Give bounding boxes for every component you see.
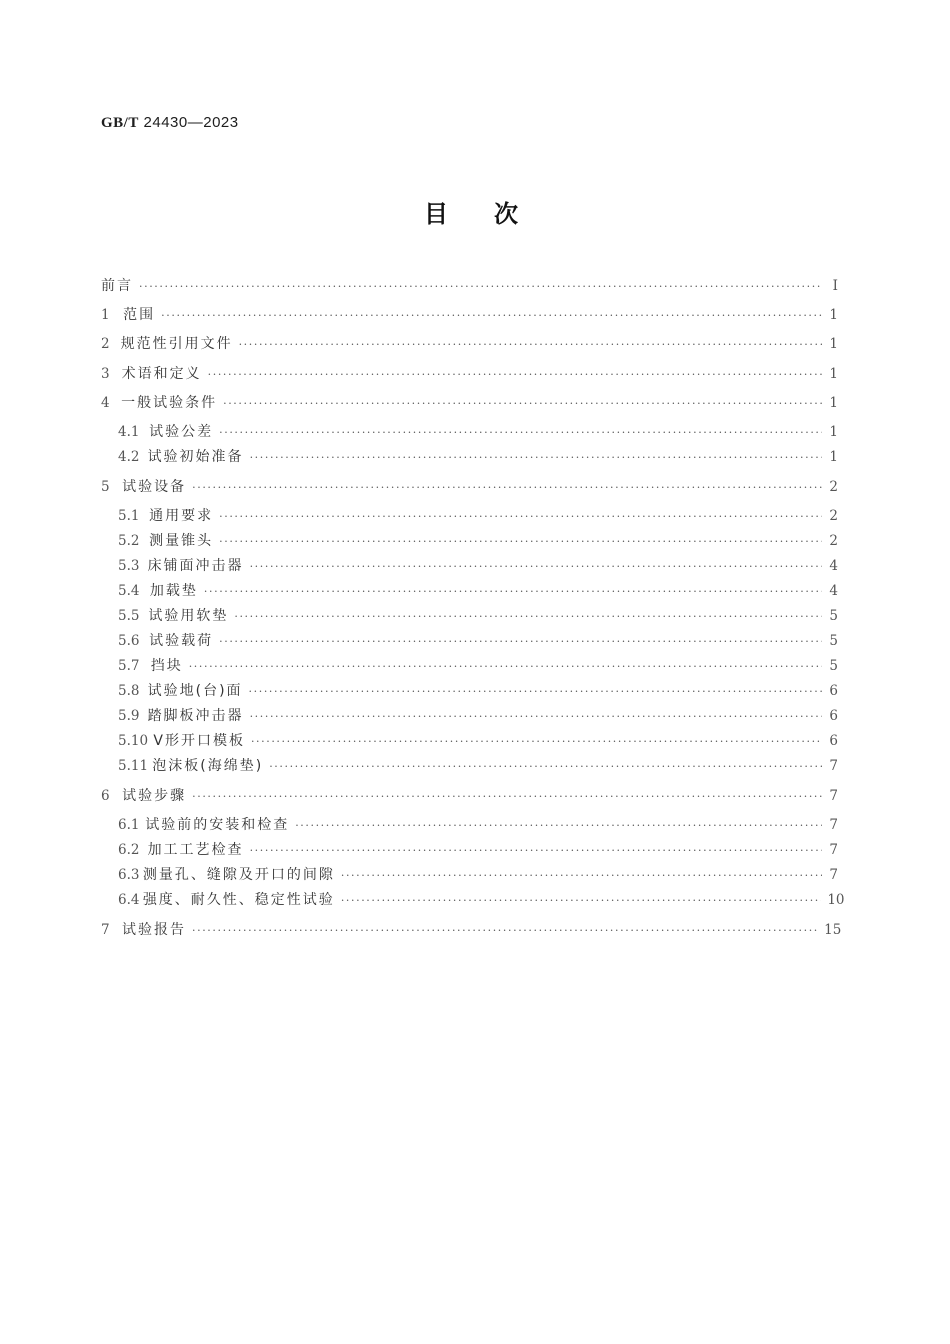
toc-entry-number: 5.4 [118, 583, 140, 599]
toc-entry-label: 试验载荷 [149, 633, 214, 649]
toc-entry-number: 5.5 [118, 608, 140, 624]
toc-entry-3[interactable] [101, 364, 838, 384]
toc-entry-5-3[interactable] [118, 556, 838, 576]
toc-entry-label: 术语和定义 [121, 366, 202, 382]
toc-leader-dots [219, 532, 822, 552]
toc-entry-label: 挡块 [150, 658, 183, 674]
toc-entry-label: 试验公差 [149, 424, 214, 440]
toc-entry-6[interactable] [101, 786, 838, 806]
toc-entry-6-3[interactable] [118, 865, 838, 885]
toc-entry-page: 6 [829, 708, 838, 724]
toc-entry-number: 5.2 [118, 533, 140, 549]
toc-entry-number: 6 [101, 788, 110, 804]
toc-leader-dots [219, 632, 822, 652]
toc-entry-number: 3 [101, 366, 110, 382]
toc-entry-number: 5.9 [118, 708, 140, 724]
toc-entry-1[interactable] [101, 305, 838, 325]
toc-entry-label: 一般试验条件 [121, 395, 218, 411]
toc-entry-label: 规范性引用文件 [120, 336, 233, 352]
toc-entry-page: 7 [829, 867, 838, 883]
toc-entry-page: 7 [829, 788, 838, 804]
toc-entry-page: 1 [829, 366, 838, 382]
toc-entry-label: 测量锥头 [149, 533, 214, 549]
toc-leader-dots [341, 891, 822, 911]
toc-entry-number: 5.11 [118, 758, 149, 774]
toc-entry-number: 2 [101, 336, 110, 352]
toc-entry-6-2[interactable] [118, 840, 838, 860]
toc-entry-label: 测量孔、缝隙及开口的间隙 [142, 867, 335, 883]
toc-entry-page: 4 [829, 583, 838, 599]
toc-leader-dots [208, 365, 822, 385]
toc-entry-label: 试验前的安装和检查 [145, 817, 290, 833]
toc-entry-label: 试验初始准备 [147, 449, 244, 465]
toc-entry-5-2[interactable] [118, 531, 838, 551]
toc-leader-dots [250, 707, 822, 727]
toc-leader-dots [219, 423, 822, 443]
toc-leader-dots [204, 582, 822, 602]
toc-entry-number: 5.3 [118, 558, 140, 574]
toc-entry-5-5[interactable] [118, 606, 838, 626]
toc-entry-label: 床铺面冲击器 [147, 558, 244, 574]
toc-leader-dots [192, 478, 822, 498]
toc-entry-label: 试验用软垫 [148, 608, 229, 624]
toc-entry-page: 2 [829, 508, 838, 524]
toc-leader-dots [192, 921, 818, 941]
toc-entry-number: 4.2 [118, 449, 140, 465]
toc-entry-number: 5.7 [118, 658, 140, 674]
toc-leader-dots [250, 557, 822, 577]
toc-entry-page: 4 [829, 558, 838, 574]
toc-leader-dots [251, 732, 822, 752]
toc-entry-7[interactable] [101, 920, 842, 940]
toc-entry-4-2[interactable] [118, 447, 838, 467]
toc-entry-number: 6.2 [118, 842, 140, 858]
toc-entry-number: 7 [101, 922, 110, 938]
toc-entry-5-11[interactable] [118, 756, 838, 776]
toc-entry-number: 6.3 [118, 867, 140, 883]
toc-entry-number: 5.1 [118, 508, 140, 524]
toc-entry-page: 15 [824, 922, 842, 938]
toc-entry-label: 试验地(台)面 [147, 683, 243, 699]
toc-title: 目次 [424, 200, 564, 228]
toc-leader-dots [223, 394, 822, 414]
toc-leader-dots [219, 507, 822, 527]
toc-entry-label: 踏脚板冲击器 [147, 708, 244, 724]
toc-entry-label: 强度、耐久性、稳定性试验 [142, 892, 335, 908]
toc-entry-5-1[interactable] [118, 506, 838, 526]
toc-entry-number: 5.10 [118, 733, 149, 749]
toc-entry-page: 1 [829, 336, 838, 352]
toc-entry-5-8[interactable] [118, 681, 838, 701]
toc-entry-2[interactable] [101, 334, 838, 354]
toc-entry-page: 10 [827, 892, 845, 908]
toc-entry-number: 1 [101, 307, 110, 323]
toc-entry-page: 7 [829, 842, 838, 858]
toc-entry-page: 1 [829, 424, 838, 440]
toc-leader-dots [192, 787, 822, 807]
toc-entry-5[interactable] [101, 477, 838, 497]
toc-leader-dots [139, 277, 822, 297]
toc-entry-label: V形开口模板 [153, 733, 245, 749]
toc-entry-label: 范围 [123, 307, 156, 323]
toc-leader-dots [341, 866, 822, 886]
toc-entry-6-1[interactable] [118, 815, 838, 835]
toc-leader-dots [249, 682, 822, 702]
toc-entry-5-9[interactable] [118, 706, 838, 726]
toc-leader-dots [234, 607, 822, 627]
standard-code-prefix: GB/T [101, 115, 139, 131]
toc-entry-5-6[interactable] [118, 631, 838, 651]
toc-leader-dots [250, 841, 822, 861]
toc-entry-4-1[interactable] [118, 422, 838, 442]
toc-entry-label: 试验设备 [122, 479, 187, 495]
toc-entry-page: 5 [829, 658, 838, 674]
toc-entry-number: 5.6 [118, 633, 140, 649]
toc-entry-page: 6 [829, 683, 838, 699]
toc-entry-page: 1 [829, 307, 838, 323]
toc-entry-page: 7 [829, 817, 838, 833]
toc-entry-label: 通用要求 [149, 508, 214, 524]
toc-entry-label: 泡沫板(海绵垫) [152, 758, 264, 774]
toc-entry-number: 5 [101, 479, 110, 495]
toc-entry-number: 4.1 [118, 424, 140, 440]
toc-entry-page: 1 [829, 395, 838, 411]
toc-leader-dots [250, 448, 822, 468]
toc-entry-page: 7 [829, 758, 838, 774]
toc-entry-page: 2 [829, 533, 838, 549]
toc-entry-number: 5.8 [118, 683, 140, 699]
toc-entry-page: 5 [829, 608, 838, 624]
toc-entry-label: 试验报告 [122, 922, 187, 938]
toc-entry-number: 4 [101, 395, 110, 411]
toc-entry-4[interactable] [101, 393, 838, 413]
toc-entry-page: 1 [829, 449, 838, 465]
toc-entry-label: 加工工艺检查 [147, 842, 244, 858]
toc-entry-5-4[interactable] [118, 581, 838, 601]
toc-entry-5-7[interactable] [118, 656, 838, 676]
toc-entry-page: 6 [829, 733, 838, 749]
toc-entry-foreword[interactable] [101, 276, 838, 296]
toc-entry-6-4[interactable] [118, 890, 845, 910]
toc-leader-dots [189, 657, 822, 677]
toc-entry-5-10[interactable] [118, 731, 838, 751]
toc-entry-label: 前言 [101, 278, 133, 294]
toc-entry-label: 加载垫 [149, 583, 198, 599]
toc-entry-page: 2 [829, 479, 838, 495]
toc-leader-dots [295, 816, 822, 836]
standard-code-number: 24430—2023 [143, 114, 239, 131]
toc-leader-dots [161, 306, 822, 326]
toc-entry-page: Ⅰ [832, 278, 838, 294]
toc-entry-label: 试验步骤 [122, 788, 187, 804]
toc-entry-page: 5 [829, 633, 838, 649]
toc-entry-number: 6.4 [118, 892, 140, 908]
toc-leader-dots [239, 335, 822, 355]
toc-entry-number: 6.1 [118, 817, 140, 833]
toc-leader-dots [269, 757, 822, 777]
